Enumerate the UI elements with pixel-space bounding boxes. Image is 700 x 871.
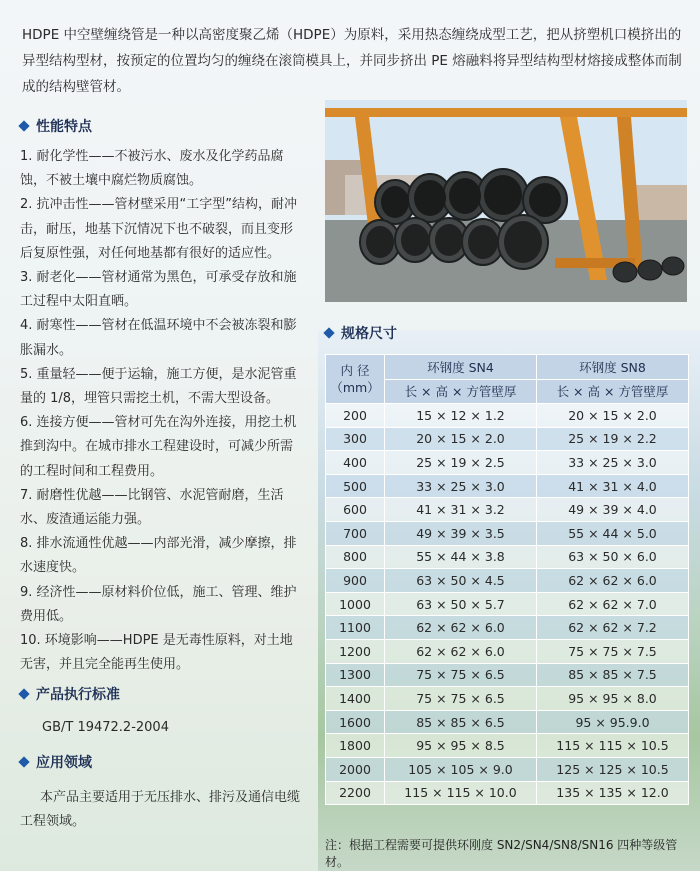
table-row (326, 569, 689, 593)
table-row (326, 498, 689, 522)
diameter-cell: 900 (326, 569, 385, 593)
table-row (326, 781, 689, 805)
table-row (326, 710, 689, 734)
sn8-cell: 75 × 75 × 7.5 (537, 639, 689, 663)
sn4-cell: 63 × 50 × 4.5 (385, 569, 537, 593)
sn4-cell: 85 × 85 × 6.5 (385, 710, 537, 734)
sn8-cell: 95 × 95 × 8.0 (537, 687, 689, 711)
spec-table (325, 354, 689, 805)
sn4-cell: 75 × 75 × 6.5 (385, 663, 537, 687)
feature-item: 5. 重量轻——便于运输，施工方便，是水泥管重量的 1/8，埋管只需挖土机，不需大型设备。 (20, 366, 297, 407)
diamond-bullet-icon (18, 688, 29, 699)
feature-item: 6. 连接方便——管材可先在沟外连接，用挖土机推到沟中。在城市排水工程建设时，可减少所需的工程时间和工程费用。 (20, 415, 297, 479)
feature-item: 2. 抗冲击性——管材壁采用“工字型”结构，耐冲击，耐压，地基下沉情况下也不破裂，而且变形后复原性强，对任何地基都有很好的适应性。 (20, 197, 298, 261)
table-row (326, 687, 689, 711)
application-heading-label: 应用领域 (36, 755, 92, 771)
sn8-cell: 62 × 62 × 7.0 (537, 592, 689, 616)
col-diameter-label: 内 径 (340, 363, 370, 378)
sn4-cell: 62 × 62 × 6.0 (385, 616, 537, 640)
product-photo (325, 100, 687, 302)
sn4-cell: 15 × 12 × 1.2 (385, 404, 537, 428)
sn8-cell: 135 × 135 × 12.0 (537, 781, 689, 805)
col-diameter-header (326, 355, 385, 404)
table-row (326, 404, 689, 428)
table-row (326, 451, 689, 475)
diameter-cell: 500 (326, 474, 385, 498)
sn4-cell: 63 × 50 × 5.7 (385, 592, 537, 616)
diamond-bullet-icon (18, 756, 29, 767)
diameter-cell: 1300 (326, 663, 385, 687)
table-row (326, 592, 689, 616)
sn8-cell: 85 × 85 × 7.5 (537, 663, 689, 687)
sn8-cell: 55 × 44 × 5.0 (537, 521, 689, 545)
diameter-cell: 300 (326, 427, 385, 451)
col-unit-label: （mm） (330, 380, 380, 395)
features-heading (20, 116, 92, 136)
sn8-cell: 49 × 39 × 4.0 (537, 498, 689, 522)
feature-item: 9. 经济性——原材料价位低，施工、管理、维护费用低。 (20, 584, 297, 624)
spec-heading-label: 规格尺寸 (341, 326, 397, 342)
diameter-cell: 2000 (326, 757, 385, 781)
sn4-cell: 55 × 44 × 3.8 (385, 545, 537, 569)
sn4-cell: 75 × 75 × 6.5 (385, 687, 537, 711)
sn8-cell: 25 × 19 × 2.2 (537, 427, 689, 451)
feature-item: 3. 耐老化——管材通常为黑色，可承受存放和施工过程中太阳直晒。 (20, 270, 297, 310)
sn4-subheader: 长 × 高 × 方管壁厚 (385, 379, 537, 404)
sn4-cell: 105 × 105 × 9.0 (385, 757, 537, 781)
table-row (326, 734, 689, 758)
sn4-cell: 95 × 95 × 8.5 (385, 734, 537, 758)
table-row (326, 427, 689, 451)
feature-item: 1. 耐化学性——不被污水、废水及化学药品腐蚀，不被土壤中腐烂物质腐蚀。 (20, 149, 284, 189)
feature-item: 4. 耐寒性——管材在低温环境中不会被冻裂和膨胀漏水。 (20, 318, 297, 358)
sn4-cell: 41 × 31 × 3.2 (385, 498, 537, 522)
sn8-subheader: 长 × 高 × 方管壁厚 (537, 379, 689, 404)
col-sn4-header: 环钢度 SN4 (385, 355, 537, 380)
table-row (326, 663, 689, 687)
diameter-cell: 700 (326, 521, 385, 545)
sn8-cell: 33 × 25 × 3.0 (537, 451, 689, 475)
table-row (326, 474, 689, 498)
sn4-cell: 25 × 19 × 2.5 (385, 451, 537, 475)
application-heading (20, 752, 92, 772)
spec-note: 注：根据工程需要可提供环刚度 SN2/SN4/SN8/SN16 四种等级管材。 (325, 838, 678, 869)
diameter-cell: 1100 (326, 616, 385, 640)
sn8-cell: 62 × 62 × 6.0 (537, 569, 689, 593)
table-row (326, 757, 689, 781)
features-list (20, 145, 305, 677)
standard-value: GB/T 19472.2-2004 (42, 720, 169, 735)
application-text: 本产品主要适用于无压排水、排污及通信电缆工程领域。 (20, 790, 301, 829)
feature-item: 8. 排水流通性优越——内部光滑，减少摩擦，排水速度快。 (20, 536, 297, 576)
sn8-cell: 125 × 125 × 10.5 (537, 757, 689, 781)
sn4-cell: 115 × 115 × 10.0 (385, 781, 537, 805)
diameter-cell: 600 (326, 498, 385, 522)
table-row (326, 616, 689, 640)
sn4-cell: 49 × 39 × 3.5 (385, 521, 537, 545)
diameter-cell: 1200 (326, 639, 385, 663)
sn8-cell: 63 × 50 × 6.0 (537, 545, 689, 569)
sn4-cell: 62 × 62 × 6.0 (385, 639, 537, 663)
spec-table-body (326, 404, 689, 805)
diameter-cell: 1600 (326, 710, 385, 734)
intro-paragraph: HDPE 中空壁缠绕管是一种以高密度聚乙烯（HDPE）为原料，采用热态缠绕成型工艺，把从挤塑机口模挤出的异型结构型材，按预定的位置均匀的缠绕在滚筒模具上，并同步挤出 PE 熔融料将异型结构型材熔接成整体而制成的结构壁管材。 (22, 27, 682, 95)
diameter-cell: 800 (326, 545, 385, 569)
sn8-cell: 62 × 62 × 7.2 (537, 616, 689, 640)
features-heading-label: 性能特点 (36, 119, 92, 135)
spec-heading (325, 323, 397, 343)
diameter-cell: 400 (326, 451, 385, 475)
diamond-bullet-icon (323, 327, 334, 338)
diameter-cell: 2200 (326, 781, 385, 805)
standard-heading (20, 684, 120, 704)
diameter-cell: 1800 (326, 734, 385, 758)
table-row (326, 639, 689, 663)
sn8-cell: 20 × 15 × 2.0 (537, 404, 689, 428)
standard-heading-label: 产品执行标准 (36, 687, 120, 703)
table-row (326, 545, 689, 569)
diamond-bullet-icon (18, 120, 29, 131)
sn4-cell: 33 × 25 × 3.0 (385, 474, 537, 498)
feature-item: 7. 耐磨性优越——比钢管、水泥管耐磨，生活水、废渣通运能力强。 (20, 487, 284, 528)
sn8-cell: 95 × 95.9.0 (537, 710, 689, 734)
table-row (326, 521, 689, 545)
feature-item: 10. 环境影响——HDPE 是无毒性原料，对土地无害，并且完全能再生使用。 (20, 633, 293, 673)
diameter-cell: 1400 (326, 687, 385, 711)
diameter-cell: 200 (326, 404, 385, 428)
sn4-cell: 20 × 15 × 2.0 (385, 427, 537, 451)
diameter-cell: 1000 (326, 592, 385, 616)
sn8-cell: 115 × 115 × 10.5 (537, 734, 689, 758)
sn8-cell: 41 × 31 × 4.0 (537, 474, 689, 498)
col-sn8-header: 环钢度 SN8 (537, 355, 689, 380)
pipe-yard-illustration (325, 100, 687, 302)
